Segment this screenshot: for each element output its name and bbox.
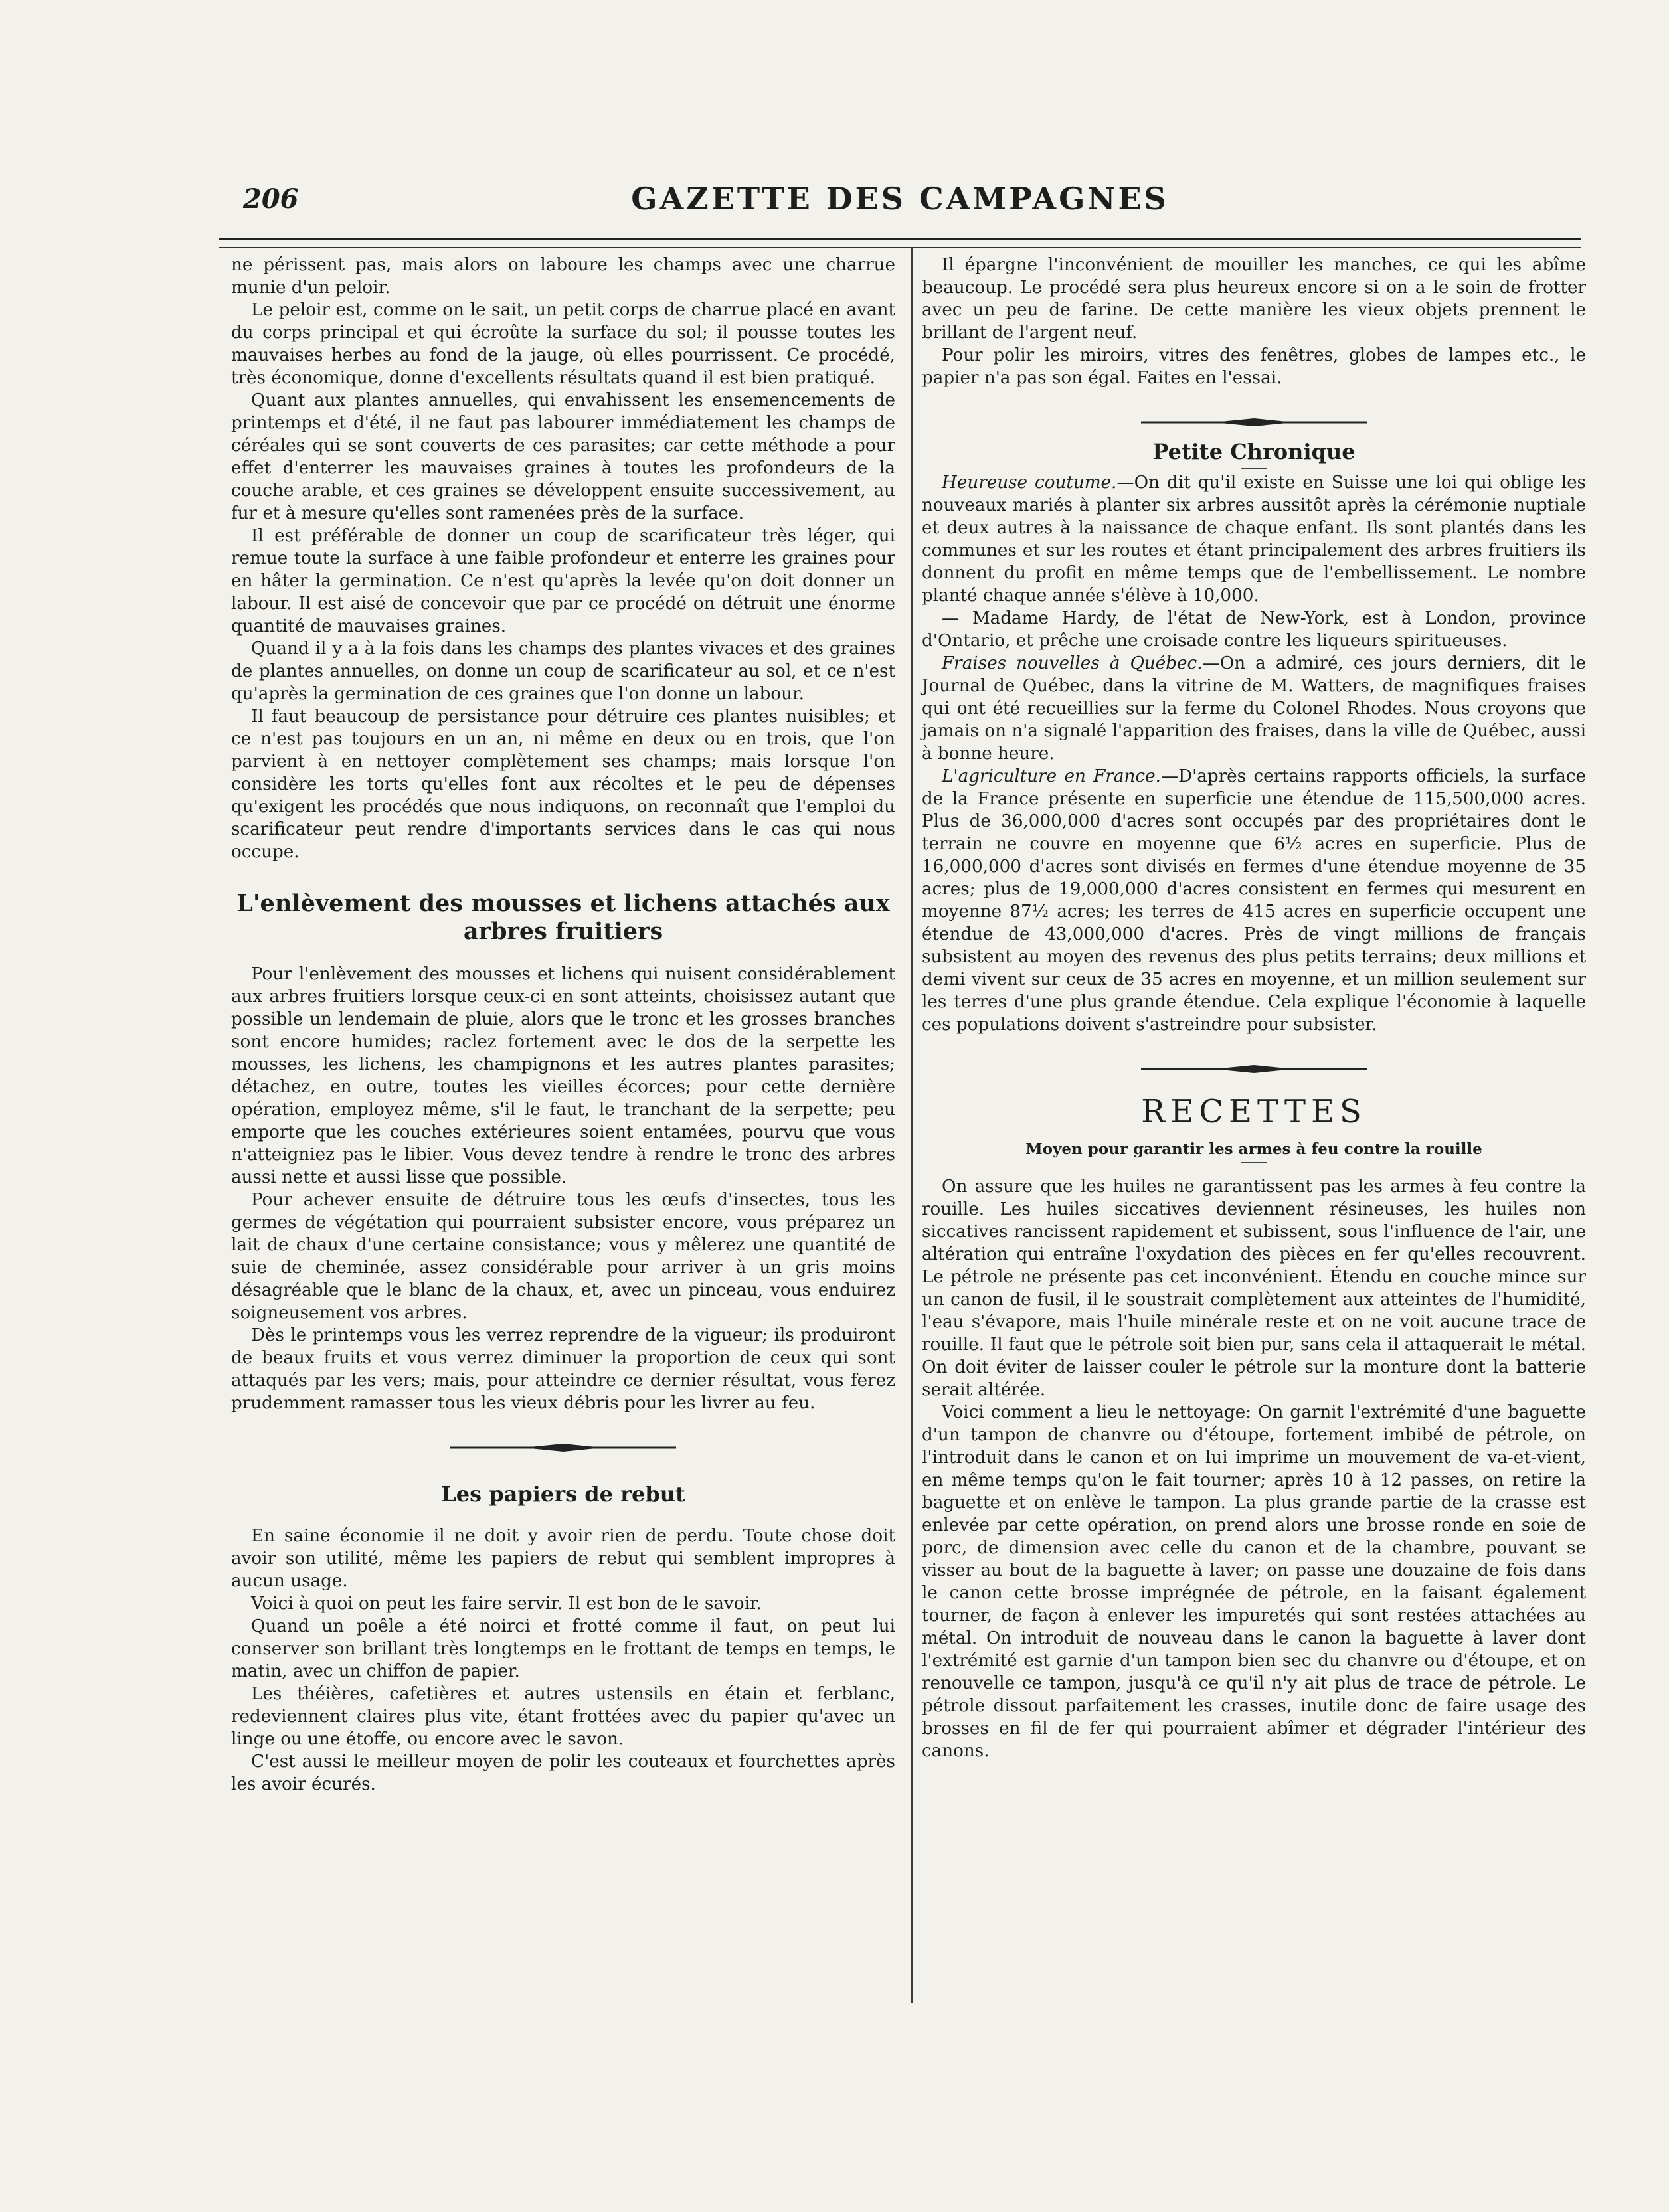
paragraph: C'est aussi le meilleur moyen de polir les couteaux et fourchettes après les avoir écurés. [231,1752,895,1794]
chronique-item [922,765,1586,1036]
paragraph: ne périssent pas, mais alors on laboure les champs avec une charrue munie d'un peloir. [231,255,895,298]
paragraph: Pour achever ensuite de détruire tous les œufs d'insectes, tous les germes de végétation qui pourraient subsister encore, vous préparez un lait de chaux d'une certaine consistance; vous y mêlerez une quantité de suie de cheminée, assez considérable pour arriver à un gris moins désagréable que le blanc de la chaux, et, avec un pinceau, vous enduirez soigneusement vos arbres. [231,1190,895,1323]
paragraph: Voici à quoi on peut les faire servir. Il est bon de le savoir. [251,1594,762,1614]
chronique-item [922,607,1586,652]
short-rule [1241,1162,1267,1163]
chronique-item-text: —On a admiré, ces jours derniers, dit le Journal de Québec, dans la vitrine de M. Watters, de magnifiques fraises qui ont été recueillies sur la ferme du Colonel Rhodes. Nous croyons que jamais on n'a signalé l'apparition des fraises, dans la ville de Québec, aussi à bonne heure. [922,653,1586,764]
paragraph: Quand il y a à la fois dans les champs des plantes vivaces et des graines de plantes annuelles, on donne un coup de scarificateur au sol, et ce n'est qu'après la germination de ces graines que l'on donne un labour. [231,639,895,704]
paragraph: Pour l'enlèvement des mousses et lichens qui nuisent considérablement aux arbres fruitiers lorsque ceux-ci en sont atteints, choisissez autant que possible un lendemain de pluie, alors que le tronc et les grosses branches sont encore humides; raclez fortement avec le dos de la serpette les mousses, les lichens, les champignons et les autres plantes parasites; détachez, en outre, toutes les vieilles écorces; pour cette dernière opération, employez même, s'il le faut, le tranchant de la serpette; peu emporte que les couches extérieures soient entamées, pourvu que vous n'atteigniez pas le libier. Vous devez tendre à rendre le tronc des arbres aussi nette et aussi lisse que possible. [231,964,895,1187]
journal-title: GAZETTE DES CAMPAGNES [631,181,1169,216]
chronique-item-lead: L'agriculture en France. [942,766,1161,786]
ornament-divider [1134,1063,1373,1076]
paragraph: En saine économie il ne doit y avoir rien de perdu. Toute chose doit avoir son utilité, même les papiers de rebut qui semblent impropres à aucun usage. [231,1526,895,1591]
section-title-mousses: L'enlèvement des mousses et lichens attachés aux arbres fruitiers [236,890,890,945]
chronique-item [922,471,1586,607]
paragraph: Pour polir les miroirs, vitres des fenêtres, globes de lampes etc., le papier n'a pas son égal. Faites en l'essai. [922,345,1586,388]
section-title-chronique: Petite Chronique [1152,439,1356,464]
paragraph: Les théières, cafetières et autres ustensils en étain et ferblanc, redeviennent claires plus vite, étant frottées avec du papier qu'avec un linge ou une étoffe, ou encore avec le savon. [231,1684,895,1749]
chronique-item-text: —D'après certains rapports officiels, la surface de la France présente en superficie une étendue de 115,500,000 acres. Plus de 36,000,000 d'acres sont occupés par des propriétaires dont le terrain ne couvre en moyenne que 6½ acres en superficie. Plus de 16,000,000 d'acres sont divisés en fermes d'une étendue moyenne de 35 acres; plus de 19,000,000 d'acres consistent en fermes qui mesurent en moyenne 87½ acres; les terres de 415 acres en superficie occupent une étendue de 43,000,000 d'acres. Près de vingt millions de français subsistent au moyen des revenus des plus petits terrains; deux millions et demi vivent sur ceux de 35 acres en moyenne, et un million seulement sur les terres d'une plus grande étendue. Cela explique l'économie à laquelle ces populations doivent s'astreindre pour subsister. [922,766,1586,1035]
page-number: 206 [243,183,299,214]
paragraph: Le peloir est, comme on le sait, un petit corps de charrue placé en avant du corps principal et qui écroûte la surface du sol; il pousse toutes les mauvaises herbes au fond de la jauge, où elles pourrissent. Ce procédé, très économique, donne d'excellents résultats quand il est bien pratiqué. [231,300,895,388]
header-rule [219,238,1581,248]
chronique-item-text: — Madame Hardy, de l'état de New-York, est à London, province d'Ontario, et prêche une croisade contre les liqueurs spiritueuses. [922,608,1586,651]
page-header [219,178,1581,218]
paragraph: Il est préférable de donner un coup de scarificateur très léger, qui remue toute la surface à une faible profondeur et enterre les graines pour en hâter la germination. Ce n'est qu'après la levée qu'on doit donner un labour. Il est aisé de concevoir que par ce procédé on détruit une énorme quantité de mauvaises graines. [231,526,895,636]
ornament-divider [444,1441,683,1454]
column-divider [911,247,913,2003]
chronique-item [922,652,1586,765]
short-rule [1241,468,1267,469]
right-column [922,254,1586,1762]
paragraph: On assure que les huiles ne garantissent pas les armes à feu contre la rouille. Les huiles siccatives deviennent résineuses, les huiles non siccatives rancissent rapidement et subissent, sous l'influence de l'air, une altération qui entraîne l'oxydation des pièces en fer qu'elles recouvrent. Le pétrole ne présente pas cet inconvénient. Étendu en couche mince sur un canon de fusil, il le soustrait complètement aux atteintes de l'humidité, l'eau s'évapore, mais l'huile minérale reste et on ne voit aucune trace de rouille. Il faut que le pétrole soit bien pur, sans cela il attaquerait le métal. On doit éviter de laisser couler le pétrole sur la monture dont la batterie serait altérée. [922,1177,1586,1400]
chronique-item-lead: Fraises nouvelles à Québec. [942,653,1203,673]
section-title-recettes: RECETTES [1141,1093,1367,1130]
paragraph: Quand un poêle a été noirci et frotté comme il faut, on peut lui conserver son brillant très longtemps en le frottant de temps en temps, le matin, avec un chiffon de papier. [231,1616,895,1681]
paragraph: Quant aux plantes annuelles, qui envahissent les ensemencements de printemps et d'été, il ne faut pas labourer immédiatement les champs de céréales qui se sont couverts de ces parasites; car cette méthode a pour effet d'enterrer les mauvaises graines à toutes les profondeurs de la couche arable, et ces graines se développent ensuite successivement, au fur et à mesure qu'elles sont ramenées près de la surface. [231,390,895,523]
paragraph: Dès le printemps vous les verrez reprendre de la vigueur; ils produiront de beaux fruits et vous verrez diminuer la proportion de ceux qui sont attaqués par les vers; mais, pour atteindre ce dernier résultat, vous ferez prudemment ramasser tous les vieux débris pour les livrer au feu. [231,1325,895,1413]
paragraph: Il épargne l'inconvénient de mouiller les manches, ce qui les abîme beaucoup. Le procédé sera plus heureux encore si on a le soin de frotter avec un peu de farine. De cette manière les vieux objets prennent le brillant de l'argent neuf. [922,255,1586,343]
paragraph: Il faut beaucoup de persistance pour détruire ces plantes nuisibles; et ce n'est pas toujours en un an, ni même en deux ou en trois, que l'on parvient à en nettoyer complètement ses champs; mais lorsque l'on considère les torts qu'elles font aux récoltes et le peu de dépenses qu'exigent les procédés que nous indiquons, on reconnaît que l'emploi du scarificateur peut rendre d'importants services dans le cas qui nous occupe. [231,707,895,862]
chronique-item-text: —On dit qu'il existe en Suisse une loi qui oblige les nouveaux mariés à planter six arbres aussitôt après la cérémonie nuptiale et deux autres à la naissance de chaque enfant. Ils sont plantés dans les communes et sur les routes et étant principalement des arbres fruitiers ils donnent du profit en même temps que de l'embellissement. Le nombre planté chaque année s'élève à 10,000. [922,473,1586,606]
chronique-item-lead: Heureuse coutume. [942,473,1117,493]
ornament-divider [1134,416,1373,429]
left-column [231,254,895,1796]
paragraph: Voici comment a lieu le nettoyage: On garnit l'extrémité d'une baguette d'un tampon de chanvre ou d'étoupe, fortement imbibé de pétrole, on l'introduit dans le canon et on lui imprime un mouvement de va-et-vient, en même temps qu'on le fait tourner; après 10 à 12 passes, on retire la baguette et on enlève le tampon. La plus grande partie de la crasse est enlevée par cette opération, on prend alors une brosse ronde en soie de porc, de dimension avec celle du canon et de la chambre, pouvant se visser au bout de la baguette à laver; on passe une douzaine de fois dans le canon cette brosse imprégnée de pétrole, en la faisant également tourner, de façon à enlever les impuretés qui sont restées attachées au métal. On introduit de nouveau dans le canon la baguette à laver dont l'extrémité est garnie d'un tampon bien sec du chanvre ou d'étoupe, et on renouvelle ce tampon, jusqu'à ce qu'il n'y ait plus de trace de pétrole. Le pétrole dissout parfaitement les crasses, inutile donc de faire usage des brosses en fil de fer qui pourraient abîmer et dégrader l'intérieur des canons. [922,1403,1586,1761]
recettes-subtitle: Moyen pour garantir les armes à feu contre la rouille [1025,1140,1482,1158]
section-title-papiers: Les papiers de rebut [441,1482,685,1507]
